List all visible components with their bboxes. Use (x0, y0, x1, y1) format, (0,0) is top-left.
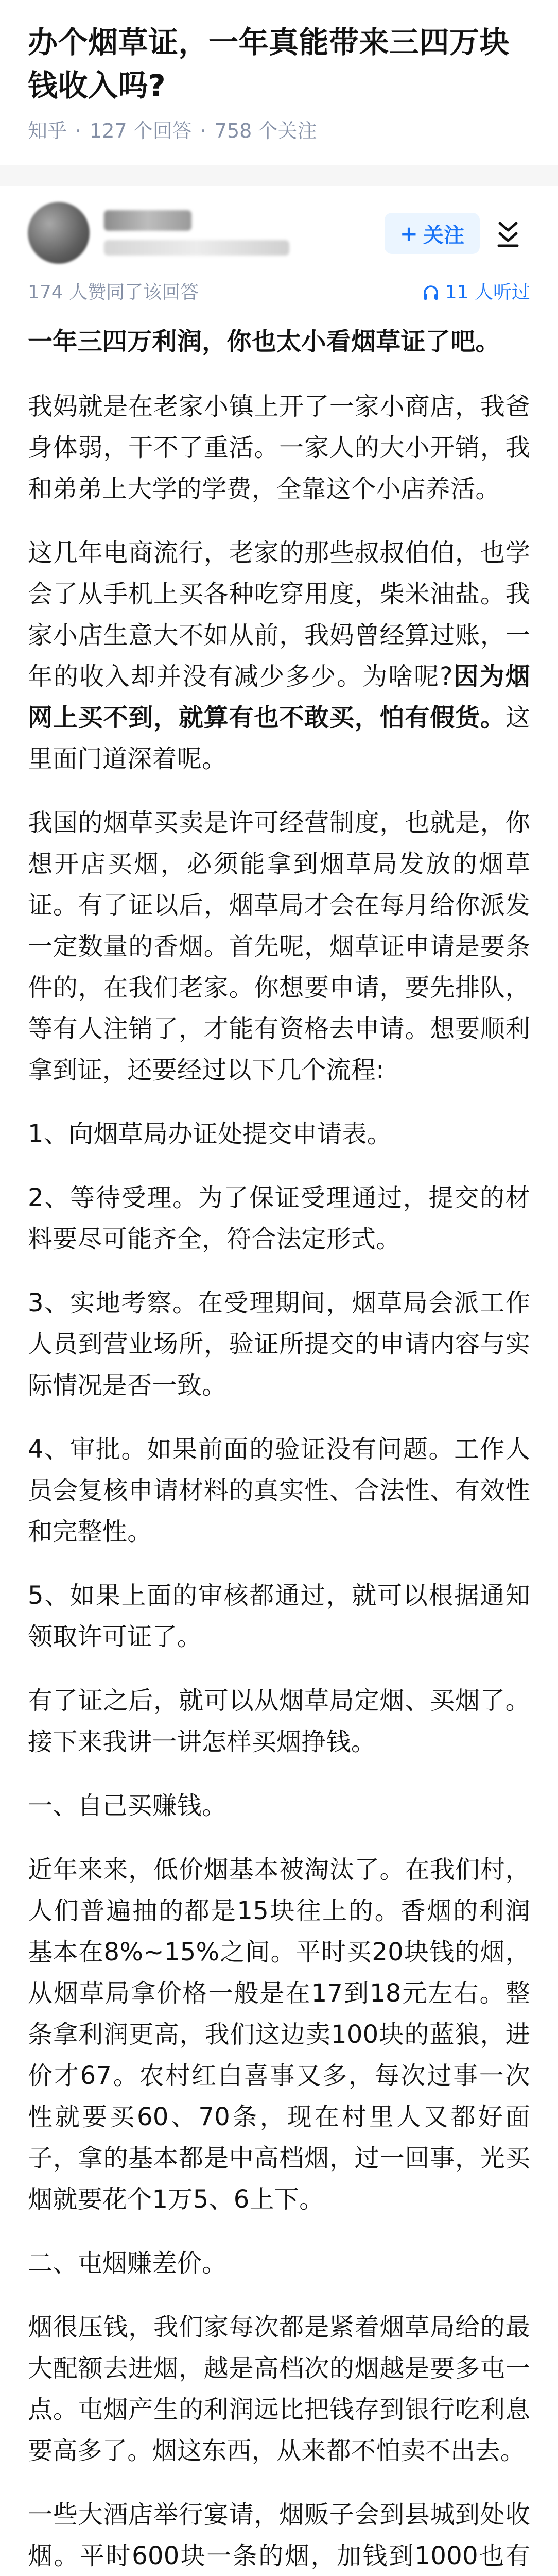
question-title[interactable]: 办个烟草证，一年真能带来三四万块钱收入吗? (28, 25, 510, 103)
likes-count[interactable]: 174 人赞同了该回答 (28, 282, 199, 303)
source-label[interactable]: 知乎 (28, 120, 67, 142)
follow-button[interactable] (385, 213, 480, 254)
answer-lead: 一年三四万利润，你也太小看烟草证了吧。 (28, 327, 500, 356)
answer-paragraph: 有了证之后，就可以从烟草局定烟、买烟了。接下来我讲一讲怎样买烟挣钱。 (28, 1686, 530, 1756)
author-name-blurred[interactable] (104, 210, 191, 231)
follow-label: 关注 (423, 223, 464, 247)
collapse-button[interactable] (486, 208, 530, 259)
question-meta (28, 117, 530, 144)
answer-paragraph: 烟很压钱，我们家每次都是紧着烟草局给的最大配额去进烟，越是高档次的烟越是要多屯一点。屯烟产生的利润远比把钱存到银行吃利息要高多了。烟这东西，从来都不怕卖不出去。 (28, 2313, 530, 2465)
author-row (0, 186, 558, 266)
followers-count: 758 个关注 (214, 120, 317, 142)
answer-paragraph-mixed (28, 532, 530, 779)
paragraph-bold-text: 因为烟网上买不到，就算有也不敢买，怕有假货。 (28, 662, 531, 732)
chevron-double-down-icon (497, 218, 519, 249)
answers-count[interactable]: 127 个回答 (90, 120, 192, 142)
author-headline-blurred (104, 240, 289, 256)
listeners-count: 11 人听过 (445, 282, 530, 303)
answer-paragraph: 我妈就是在老家小镇上开了一家小商店，我爸身体弱，干不了重活。一家人的大小开销，我和弟弟上大学的学费，全靠这个小店养活。 (28, 392, 530, 503)
answer-paragraph: 1、向烟草局办证处提交申请表。 (28, 1120, 392, 1148)
section-divider (0, 165, 558, 186)
answer-paragraph: 二、屯烟赚差价。 (28, 2249, 227, 2278)
listen-button[interactable] (422, 280, 530, 306)
answer-body (0, 306, 558, 2576)
answer-paragraph: 近年来来，低价烟基本被淘汰了。在我们村，人们普遍抽的都是15块往上的。香烟的利润基本在8%~15%之间。平时买20块钱的烟，从烟草局拿价格一般是在17到18元左右。整条拿利润更高，我们这边卖100块的蓝狼，进价才67。农村红白喜事又多，每次过事一次性就要买60、70条，现在村里人又都好面子，拿的基本都是中高档烟，过一回事，光买烟就要花个1万5、6上下。 (28, 1855, 530, 2214)
meta-separator: · (75, 120, 82, 142)
question-header (0, 0, 558, 144)
plus-icon: + (399, 221, 418, 246)
answer-paragraph: 一些大酒店举行宴请，烟贩子会到县城到处收烟。平时600块一条的烟，加钱到1000也有 (28, 2500, 530, 2570)
answer-stats (0, 266, 558, 306)
answer-paragraph: 我国的烟草买卖是许可经营制度，也就是，你想开店买烟，必须能拿到烟草局发放的烟草证。有了证以后，烟草局才会在每月给你派发一定数量的香烟。首先呢，烟草证申请是要条件的，在我们老家。你想要申请，要先排队，等有人注销了，才能有资格去申请。想要顺利拿到证，还要经过以下几个流程: (28, 808, 530, 1084)
paragraph-text: 这里面门道深着呢。 (28, 703, 530, 773)
answer-paragraph: 2、等待受理。为了保证受理通过，提交的材料要尽可能齐全，符合法定形式。 (28, 1183, 530, 1253)
answer-paragraph: 4、审批。如果前面的验证没有问题。工作人员会复核申请材料的真实性、合法性、有效性和完整性。 (28, 1435, 530, 1546)
answer-paragraph: 3、实地考察。在受理期间，烟草局会派工作人员到营业场所，验证所提交的申请内容与实际情况是否一致。 (28, 1289, 530, 1400)
answer-paragraph: 5、如果上面的审核都通过，就可以根据通知领取许可证了。 (28, 1581, 530, 1651)
paragraph-text: 这几年电商流行，老家的那些叔叔伯伯，也学会了从手机上买各种吃穿用度，柴米油盐。我家小店生意大不如从前，我妈曾经算过账，一年的收入却并没有减少多少。为啥呢? (28, 538, 530, 691)
meta-separator: · (200, 120, 206, 142)
answer-paragraph: 一、自己买赚钱。 (28, 1791, 227, 1820)
headphones-icon (422, 283, 440, 302)
avatar[interactable] (28, 202, 90, 264)
